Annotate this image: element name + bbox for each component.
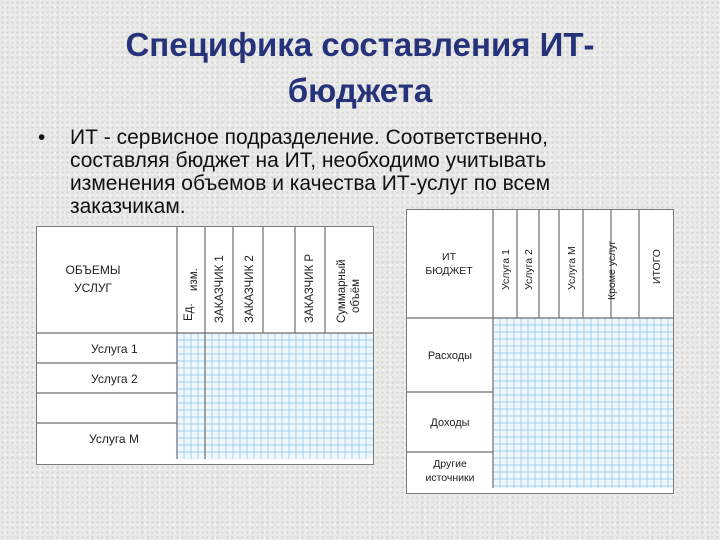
col-header-unit-2: изм. bbox=[188, 268, 200, 291]
col-header-service-m: Услуга М bbox=[566, 246, 578, 290]
col-header-client-p: ЗАКАЗЧИК Р bbox=[304, 253, 316, 323]
col-header-total-1: Суммарный bbox=[336, 259, 348, 323]
col-header-except: Кроме услуг bbox=[606, 240, 618, 300]
body-line-4: заказчикам. bbox=[70, 195, 186, 218]
service-volumes-grid bbox=[177, 333, 373, 459]
it-budget-table bbox=[406, 209, 674, 494]
it-budget-svg bbox=[407, 210, 673, 488]
it-budget-grid bbox=[493, 318, 673, 488]
col-header-unit-1: Ед. bbox=[183, 303, 195, 321]
row-label-service-m: Услуга М bbox=[89, 432, 139, 446]
slide-title bbox=[60, 22, 660, 114]
bullet-marker: • bbox=[38, 126, 46, 149]
row-label-income: Доходы bbox=[430, 417, 470, 429]
col-header-service-2: Услуга 2 bbox=[523, 249, 535, 290]
corner-label-budget: БЮДЖЕТ bbox=[425, 265, 473, 277]
col-header-service-1: Услуга 1 bbox=[500, 249, 512, 290]
title-line-2: бюджета bbox=[287, 72, 433, 109]
corner-label-volumes: ОБЪЕМЫ bbox=[65, 263, 121, 277]
col-header-client-2: ЗАКАЗЧИК 2 bbox=[244, 255, 256, 323]
body-line-3: изменения объемов и качества ИТ-услуг по всем bbox=[70, 172, 551, 195]
bullet-text bbox=[70, 126, 670, 218]
body-line-1: ИТ - сервисное подразделение. Соответственно, bbox=[70, 126, 548, 149]
corner-label-it: ИТ bbox=[442, 251, 456, 263]
row-label-other-2: источники bbox=[425, 472, 475, 484]
row-label-other-1: Другие bbox=[433, 458, 467, 470]
corner-label-services: УСЛУГ bbox=[74, 281, 112, 295]
body-line-2: составляя бюджет на ИТ, необходимо учитывать bbox=[70, 149, 547, 172]
col-header-total-2: объём bbox=[350, 278, 362, 313]
service-volumes-svg bbox=[37, 227, 373, 459]
col-header-total: ИТОГО bbox=[651, 249, 663, 284]
row-label-service-1: Услуга 1 bbox=[91, 342, 138, 356]
row-label-service-2: Услуга 2 bbox=[91, 372, 138, 386]
row-label-expenses: Расходы bbox=[427, 350, 473, 362]
col-header-client-1: ЗАКАЗЧИК 1 bbox=[214, 255, 226, 323]
service-volumes-table bbox=[36, 226, 374, 465]
title-line-1: Специфика составления ИТ- bbox=[125, 26, 595, 63]
